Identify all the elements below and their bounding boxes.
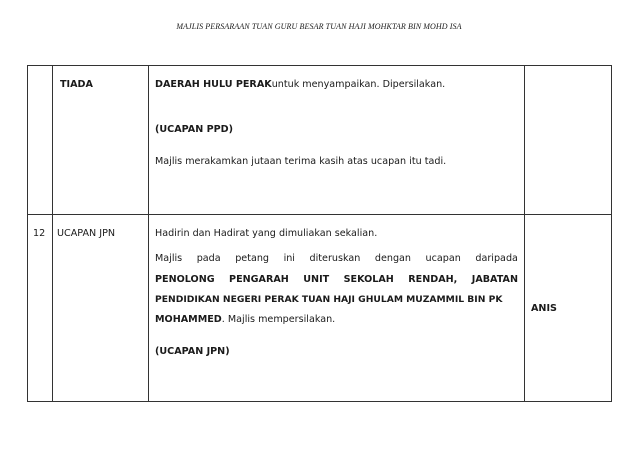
- paragraph-line-4: [155, 314, 518, 325]
- speech-tag: (UCAPAN PPD): [155, 124, 233, 135]
- row-number-cell: [28, 215, 53, 402]
- assignee-cell: [525, 66, 612, 215]
- paragraph-line-2: PENOLONG PENGARAH UNIT SEKOLAH RENDAH, JABATAN: [155, 274, 518, 285]
- thanks-note: Majlis merakamkan jutaan terima kasih atas ucapan itu tadi.: [155, 156, 447, 167]
- paragraph-line-4-rest: . Majlis mempersilakan.: [221, 314, 336, 325]
- item-cell: [53, 215, 149, 402]
- greeting-line: Hadirin dan Hadirat yang dimuliakan sekalian.: [155, 228, 378, 239]
- officer-name-end: MOHAMMED: [155, 314, 222, 325]
- intro-line: [155, 79, 518, 90]
- paragraph-line-1: Majlis pada petang ini diteruskan dengan ucapan daripada: [155, 253, 518, 264]
- document-header: MAJLIS PERSARAAN TUAN GURU BESAR TUAN HAJI MOHKTAR BIN MOHD ISA: [176, 22, 462, 31]
- paragraph-line-3: PENDIDIKAN NEGERI PERAK TUAN HAJI GHULAM MUZAMMIL BIN PK: [155, 294, 503, 305]
- item-cell: [53, 66, 149, 215]
- assignee-cell: [525, 215, 612, 402]
- row-number: 12: [33, 228, 46, 239]
- row-number: [28, 66, 52, 79]
- item-label: UCAPAN JPN: [57, 228, 116, 239]
- script-cell: [149, 66, 525, 215]
- table-row: [28, 215, 612, 402]
- table-row: [28, 66, 612, 215]
- row-number-cell: [28, 66, 53, 215]
- district-name: DAERAH HULU PERAK: [155, 79, 272, 90]
- assignee-name: ANIS: [531, 302, 557, 314]
- speech-tag: (UCAPAN JPN): [155, 346, 230, 357]
- intro-rest: untuk menyampaikan. Dipersilakan.: [271, 79, 446, 90]
- script-cell: [149, 215, 525, 402]
- program-table: [27, 65, 612, 402]
- item-label: TIADA: [60, 79, 93, 90]
